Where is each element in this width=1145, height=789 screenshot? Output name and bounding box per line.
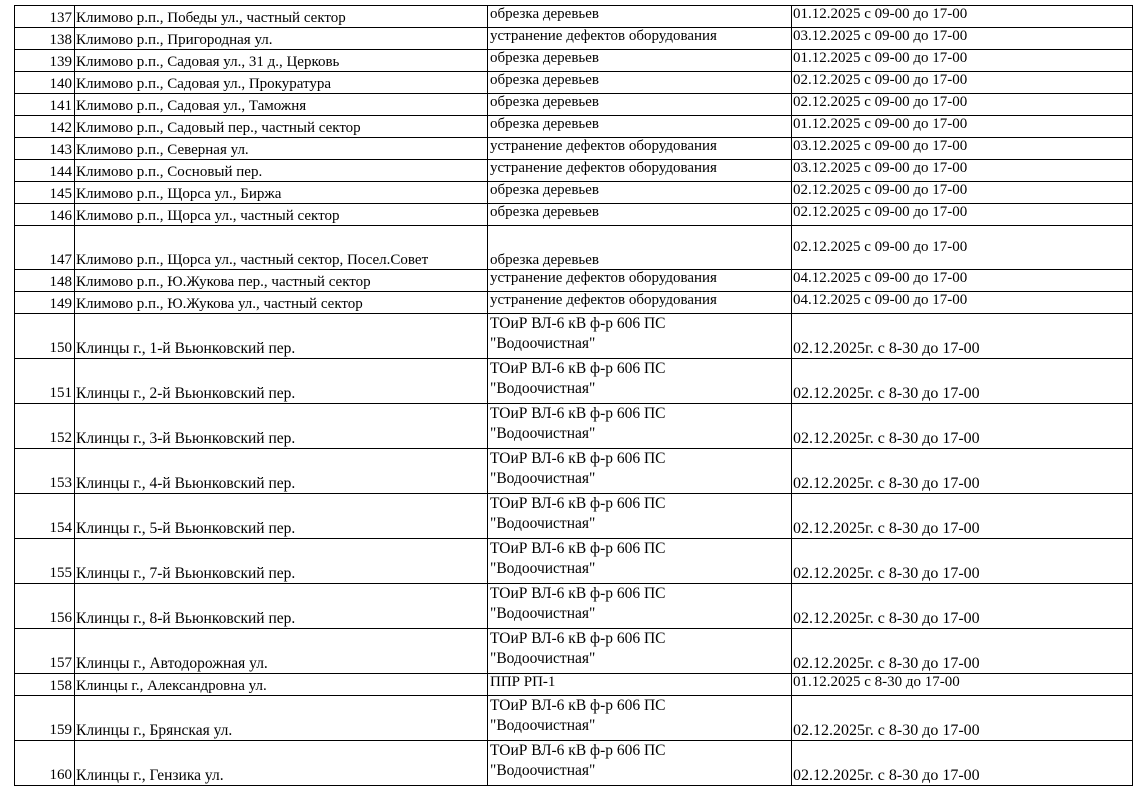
work-type-cell (488, 160, 792, 182)
work-type-line: ТОиР ВЛ-6 кВ ф-р 606 ПС (490, 360, 666, 377)
row-number-cell: 152 (15, 404, 75, 449)
table-row (15, 204, 1133, 226)
work-type-cell (488, 138, 792, 160)
address-cell: Климово р.п., Щорса ул., частный сектор (75, 204, 488, 226)
row-number-cell: 143 (15, 138, 75, 160)
row-number-cell: 159 (15, 696, 75, 741)
outage-time-cell: 04.12.2025 с 09-00 до 17-00 (792, 292, 1133, 314)
table-row (15, 6, 1133, 28)
table-body (15, 6, 1133, 786)
table-row (15, 696, 1133, 741)
address-cell: Клинцы г., Брянская ул. (75, 696, 488, 741)
outage-time-cell: 02.12.2025г. с 8-30 до 17-00 (792, 696, 1133, 741)
outage-time-cell: 02.12.2025г. с 8-30 до 17-00 (792, 359, 1133, 404)
work-type-line: "Водоочистная" (490, 717, 596, 734)
table-row (15, 94, 1133, 116)
work-type-line: обрезка деревьев (490, 6, 599, 22)
work-type-cell (488, 50, 792, 72)
work-type-line: "Водоочистная" (490, 560, 596, 577)
row-number-cell: 139 (15, 50, 75, 72)
outage-time-cell: 02.12.2025г. с 8-30 до 17-00 (792, 449, 1133, 494)
work-type-cell (488, 72, 792, 94)
address-cell: Климово р.п., Щорса ул., частный сектор, Посел.Совет (75, 226, 488, 270)
row-number-cell: 144 (15, 160, 75, 182)
work-type-line: ТОиР ВЛ-6 кВ ф-р 606 ПС (490, 630, 666, 647)
address-cell: Клинцы г., 8-й Вьюнковский пер. (75, 584, 488, 629)
table-row (15, 226, 1133, 270)
work-type-line: ТОиР ВЛ-6 кВ ф-р 606 ПС (490, 405, 666, 422)
address-cell: Климово р.п., Пригородная ул. (75, 28, 488, 50)
table-row (15, 404, 1133, 449)
work-type-cell (488, 629, 792, 674)
outage-time-cell: 02.12.2025г. с 8-30 до 17-00 (792, 584, 1133, 629)
work-type-cell (488, 404, 792, 449)
table-row (15, 50, 1133, 72)
outage-time-cell: 02.12.2025 с 09-00 до 17-00 (792, 226, 1133, 270)
address-cell: Клинцы г., 5-й Вьюнковский пер. (75, 494, 488, 539)
row-number-cell: 154 (15, 494, 75, 539)
outage-time-cell: 02.12.2025 с 09-00 до 17-00 (792, 182, 1133, 204)
work-type-line: устранение дефектов оборудования (490, 160, 717, 176)
outage-time-cell: 01.12.2025 с 09-00 до 17-00 (792, 6, 1133, 28)
row-number-cell: 151 (15, 359, 75, 404)
work-type-line: устранение дефектов оборудования (490, 292, 717, 308)
outage-time-cell: 02.12.2025г. с 8-30 до 17-00 (792, 539, 1133, 584)
outage-time-cell: 03.12.2025 с 09-00 до 17-00 (792, 28, 1133, 50)
address-cell: Клинцы г., 1-й Вьюнковский пер. (75, 314, 488, 359)
row-number-cell: 153 (15, 449, 75, 494)
work-type-cell (488, 494, 792, 539)
outage-time-cell: 02.12.2025 с 09-00 до 17-00 (792, 94, 1133, 116)
address-cell: Климово р.п., Победы ул., частный сектор (75, 6, 488, 28)
table-row (15, 292, 1133, 314)
row-number-cell: 150 (15, 314, 75, 359)
outage-time-cell: 02.12.2025г. с 8-30 до 17-00 (792, 404, 1133, 449)
work-type-line: "Водоочистная" (490, 515, 596, 532)
row-number-cell: 160 (15, 741, 75, 786)
outage-time-cell: 03.12.2025 с 09-00 до 17-00 (792, 160, 1133, 182)
row-number-cell: 138 (15, 28, 75, 50)
row-number-cell: 145 (15, 182, 75, 204)
address-cell: Клинцы г., 3-й Вьюнковский пер. (75, 404, 488, 449)
address-cell: Климово р.п., Садовая ул., Прокуратура (75, 72, 488, 94)
outage-time-cell: 01.12.2025 с 09-00 до 17-00 (792, 116, 1133, 138)
table-row (15, 28, 1133, 50)
table-row (15, 741, 1133, 786)
row-number-cell: 147 (15, 226, 75, 270)
work-type-line: ТОиР ВЛ-6 кВ ф-р 606 ПС (490, 495, 666, 512)
work-type-line: "Водоочистная" (490, 605, 596, 622)
work-type-cell (488, 292, 792, 314)
outage-time-cell: 01.12.2025 с 8-30 до 17-00 (792, 674, 1133, 696)
work-type-line: ТОиР ВЛ-6 кВ ф-р 606 ПС (490, 742, 666, 759)
address-cell: Климово р.п., Садовый пер., частный сектор (75, 116, 488, 138)
table-row (15, 160, 1133, 182)
work-type-cell (488, 449, 792, 494)
work-type-cell (488, 28, 792, 50)
work-type-cell (488, 584, 792, 629)
outage-time-cell: 03.12.2025 с 09-00 до 17-00 (792, 138, 1133, 160)
work-type-line: "Водоочистная" (490, 470, 596, 487)
outage-time-cell: 02.12.2025г. с 8-30 до 17-00 (792, 314, 1133, 359)
address-cell: Климово р.п., Ю.Жукова пер., частный сектор (75, 270, 488, 292)
address-cell: Климово р.п., Сосновый пер. (75, 160, 488, 182)
table-row (15, 629, 1133, 674)
address-cell: Климово р.п., Ю.Жукова ул., частный сектор (75, 292, 488, 314)
table-row (15, 674, 1133, 696)
address-cell: Климово р.п., Щорса ул., Биржа (75, 182, 488, 204)
table-row (15, 116, 1133, 138)
row-number-cell: 146 (15, 204, 75, 226)
table-row (15, 72, 1133, 94)
row-number-cell: 142 (15, 116, 75, 138)
work-type-line: "Водоочистная" (490, 335, 596, 352)
work-type-line: обрезка деревьев (490, 182, 599, 198)
address-cell: Климово р.п., Садовая ул., 31 д., Церковь (75, 50, 488, 72)
address-cell: Клинцы г., 7-й Вьюнковский пер. (75, 539, 488, 584)
table-row (15, 182, 1133, 204)
row-number-cell: 156 (15, 584, 75, 629)
work-type-line: обрезка деревьев (490, 72, 599, 88)
work-type-cell (488, 116, 792, 138)
work-type-line: устранение дефектов оборудования (490, 28, 717, 44)
address-cell: Климово р.п., Садовая ул., Таможня (75, 94, 488, 116)
work-type-line: ТОиР ВЛ-6 кВ ф-р 606 ПС (490, 697, 666, 714)
work-type-line: ТОиР ВЛ-6 кВ ф-р 606 ПС (490, 540, 666, 557)
work-type-cell (488, 6, 792, 28)
work-type-line: "Водоочистная" (490, 762, 596, 779)
outage-time-cell: 02.12.2025г. с 8-30 до 17-00 (792, 629, 1133, 674)
work-type-cell (488, 94, 792, 116)
outage-time-cell: 02.12.2025 с 09-00 до 17-00 (792, 204, 1133, 226)
work-type-cell (488, 270, 792, 292)
address-cell: Клинцы г., Александровна ул. (75, 674, 488, 696)
work-type-cell (488, 674, 792, 696)
address-cell: Клинцы г., 2-й Вьюнковский пер. (75, 359, 488, 404)
address-cell: Климово р.п., Северная ул. (75, 138, 488, 160)
outage-time-cell: 02.12.2025г. с 8-30 до 17-00 (792, 741, 1133, 786)
work-type-cell (488, 182, 792, 204)
table-row (15, 449, 1133, 494)
work-type-cell (488, 741, 792, 786)
outage-schedule-table (14, 5, 1133, 786)
work-type-line: "Водоочистная" (490, 650, 596, 667)
work-type-line: обрезка деревьев (490, 252, 599, 268)
outage-time-cell: 04.12.2025 с 09-00 до 17-00 (792, 270, 1133, 292)
work-type-line: обрезка деревьев (490, 50, 599, 66)
address-cell: Клинцы г., Автодорожная ул. (75, 629, 488, 674)
row-number-cell: 140 (15, 72, 75, 94)
work-type-line: устранение дефектов оборудования (490, 270, 717, 286)
work-type-line: ТОиР ВЛ-6 кВ ф-р 606 ПС (490, 315, 666, 332)
row-number-cell: 148 (15, 270, 75, 292)
outage-time-cell: 02.12.2025 с 09-00 до 17-00 (792, 72, 1133, 94)
table-row (15, 539, 1133, 584)
work-type-line: ТОиР ВЛ-6 кВ ф-р 606 ПС (490, 585, 666, 602)
row-number-cell: 158 (15, 674, 75, 696)
work-type-line: обрезка деревьев (490, 94, 599, 110)
address-cell: Клинцы г., 4-й Вьюнковский пер. (75, 449, 488, 494)
table-row (15, 270, 1133, 292)
work-type-cell (488, 359, 792, 404)
work-type-cell (488, 696, 792, 741)
outage-time-cell: 01.12.2025 с 09-00 до 17-00 (792, 50, 1133, 72)
table-row (15, 359, 1133, 404)
row-number-cell: 157 (15, 629, 75, 674)
work-type-cell (488, 314, 792, 359)
work-type-line: устранение дефектов оборудования (490, 138, 717, 154)
row-number-cell: 149 (15, 292, 75, 314)
row-number-cell: 155 (15, 539, 75, 584)
work-type-line: ППР РП-1 (490, 674, 556, 690)
outage-time-cell: 02.12.2025г. с 8-30 до 17-00 (792, 494, 1133, 539)
work-type-cell (488, 204, 792, 226)
table-row (15, 314, 1133, 359)
table-row (15, 584, 1133, 629)
row-number-cell: 141 (15, 94, 75, 116)
work-type-line: "Водоочистная" (490, 380, 596, 397)
work-type-line: обрезка деревьев (490, 116, 599, 132)
work-type-cell (488, 226, 792, 270)
table-row (15, 494, 1133, 539)
work-type-line: ТОиР ВЛ-6 кВ ф-р 606 ПС (490, 450, 666, 467)
row-number-cell: 137 (15, 6, 75, 28)
table-row (15, 138, 1133, 160)
work-type-line: "Водоочистная" (490, 425, 596, 442)
work-type-cell (488, 539, 792, 584)
work-type-line: обрезка деревьев (490, 204, 599, 220)
address-cell: Клинцы г., Гензика ул. (75, 741, 488, 786)
